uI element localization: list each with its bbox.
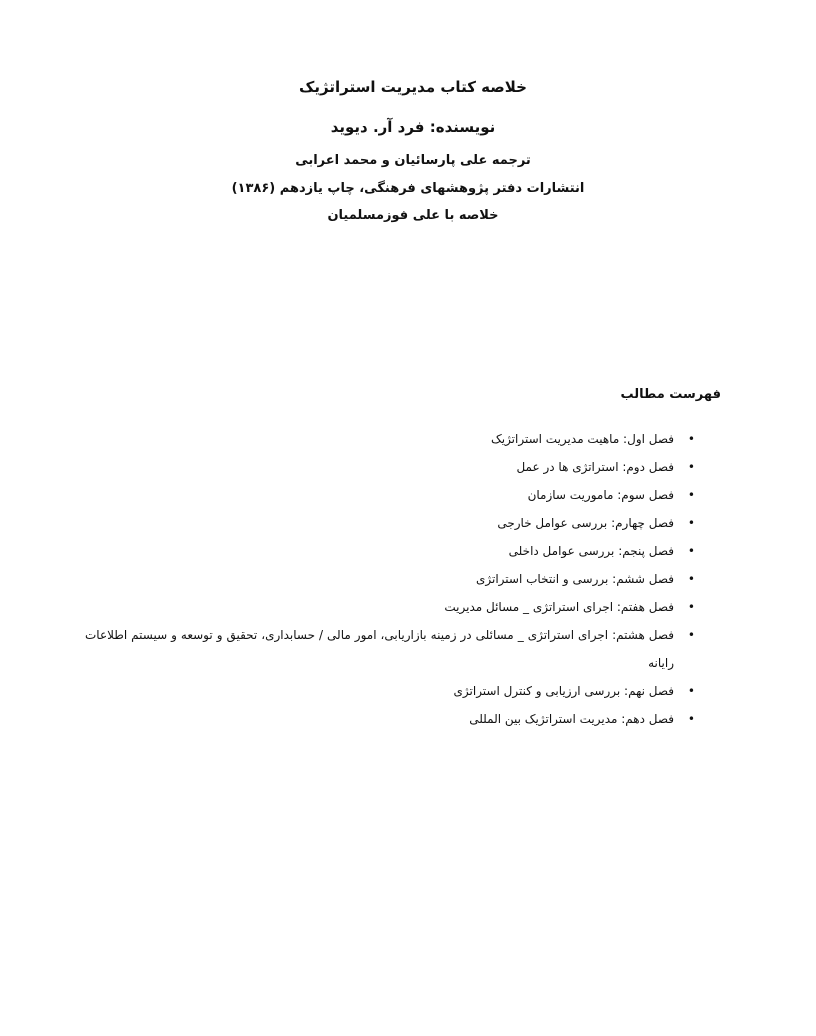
publisher-line: انتشارات دفتر پژوهشهای فرهنگی، چاپ یازدهم (۱۳۸۶) <box>231 181 585 196</box>
toc-item <box>85 509 695 537</box>
toc-item <box>85 481 695 509</box>
bullet-icon: • <box>687 684 695 698</box>
toc-item <box>85 537 695 565</box>
toc-item-label: فصل ششم: بررسی و انتخاب استراتژی <box>475 572 674 586</box>
book-title: خلاصه کتاب مدیریت استراتژیک <box>299 78 527 96</box>
bullet-icon: • <box>687 516 695 530</box>
toc-item-label: فصل سوم: ماموریت سازمان <box>527 488 674 502</box>
bullet-icon: • <box>687 488 695 502</box>
toc-item-label: فصل چهارم: بررسی عوامل خارجی <box>497 516 674 530</box>
toc-item <box>85 593 695 621</box>
toc-item-label: فصل نهم: بررسی ارزیابی و کنترل استراتژی <box>453 684 674 698</box>
bullet-icon: • <box>687 432 695 446</box>
toc-item-label: فصل هفتم: اجرای استراتژی _ مسائل مدیریت <box>444 600 674 614</box>
toc-item-label: فصل پنجم: بررسی عوامل داخلی <box>508 544 674 558</box>
toc-item <box>85 453 695 481</box>
toc-item <box>85 621 695 677</box>
toc-item-label: فصل دوم: استراتژی ها در عمل <box>516 460 674 474</box>
toc-item-label: فصل دهم: مدیریت استراتژیک بین المللی <box>469 712 674 726</box>
bullet-icon: • <box>687 600 695 614</box>
author-line: نویسنده: فرد آر. دیوید <box>330 118 496 136</box>
toc-item <box>85 565 695 593</box>
toc-item <box>85 677 695 705</box>
toc-item-label: فصل اول: ماهیت مدیریت استراتژیک <box>490 432 674 446</box>
toc-item <box>85 425 695 453</box>
bullet-icon: • <box>687 572 695 586</box>
bullet-icon: • <box>687 460 695 474</box>
summarizer-line: خلاصه با علی فوزمسلمیان <box>327 208 499 223</box>
bullet-icon: • <box>687 712 695 726</box>
bullet-icon: • <box>687 628 695 642</box>
translators-line: ترجمه علی پارسائیان و محمد اعرابی <box>295 153 531 168</box>
bullet-icon: • <box>687 544 695 558</box>
toc-list <box>85 425 695 733</box>
toc-heading: فهرست مطالب <box>620 387 721 402</box>
toc-item-label: فصل هشتم: اجرای استراتژی _ مسائلی در زمینه بازاریابی، امور مالی / حسابداری، تحقیق و توسعه و سیستم اطلاعات رایانه <box>85 628 674 670</box>
toc-item <box>85 705 695 733</box>
title-block <box>0 78 816 223</box>
